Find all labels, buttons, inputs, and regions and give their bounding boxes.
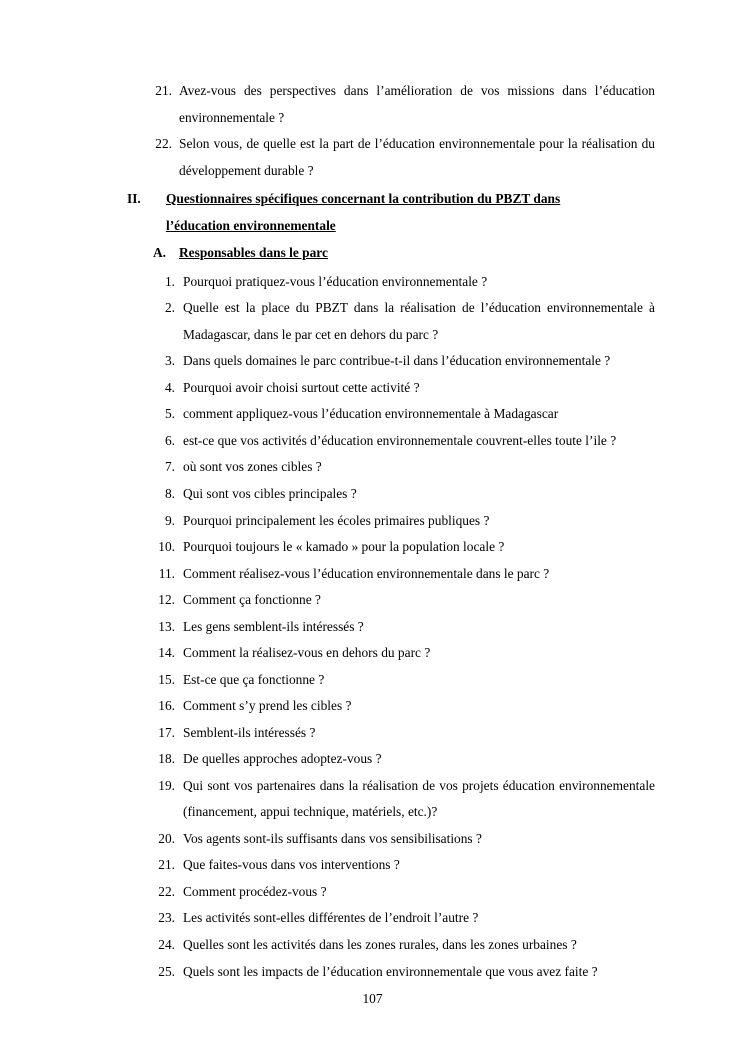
list-item-text: Comment procédez-vous ? <box>183 883 327 899</box>
list-item-number: 9. <box>164 512 175 528</box>
table-row <box>153 454 655 481</box>
list-item-text: Comment ça fonctionne ? <box>183 592 321 608</box>
section-heading <box>127 186 655 239</box>
list-item-number: 3. <box>164 353 175 369</box>
table-row <box>153 879 655 906</box>
list-item-number: 21. <box>155 83 172 98</box>
list-item-number: 8. <box>164 485 175 501</box>
list-item-number: 1. <box>164 273 175 289</box>
table-row <box>153 905 655 932</box>
list-item-number: 22. <box>155 136 172 152</box>
list-item-text: est-ce que vos activités d’éducation environnementale couvrent-elles toute l’ile ? <box>183 432 617 448</box>
section-title-line1: Questionnaires spécifiques concernant la contribution du PBZT dans <box>166 191 561 207</box>
list-item-text: Comment la réalisez-vous en dehors du parc ? <box>183 645 431 661</box>
list-item-text: Comment s’y prend les cibles ? <box>183 698 352 714</box>
list-item-text: De quelles approches adoptez-vous ? <box>183 751 382 767</box>
list-item-text: Selon vous, de quelle est la part de l’éducation environnementale pour la réalisation du développement durable ? <box>179 136 655 178</box>
list-item-text: Pourquoi pratiquez-vous l’éducation environnementale ? <box>183 273 488 289</box>
section-title <box>166 186 655 239</box>
list-item-number: 2. <box>164 300 175 316</box>
table-row <box>153 746 655 773</box>
list-item-number: 24. <box>158 937 175 952</box>
table-row <box>153 295 655 348</box>
list-item-number: 23. <box>158 910 175 926</box>
list-item-text: Qui sont vos partenaires dans la réalisation de vos projets éducation environnementale (financement, appui technique, matériels, etc.)? <box>183 777 655 820</box>
list-item-text: Pourquoi avoir choisi surtout cette activité ? <box>183 379 420 395</box>
table-row <box>153 693 655 720</box>
list-item-number: 7. <box>164 459 175 475</box>
list-item-number: 14. <box>158 645 175 661</box>
table-row <box>153 348 655 375</box>
list-item-text: comment appliquez-vous l’éducation environnementale à Madagascar <box>183 406 559 422</box>
list-item-number: 19. <box>158 777 175 793</box>
list-item-number: 12. <box>158 592 175 608</box>
list-item-text: Comment réalisez-vous l’éducation environnementale dans le parc ? <box>183 565 550 581</box>
list-item-number: 21. <box>158 857 175 873</box>
list-item <box>153 78 655 131</box>
list-item-text: Dans quels domaines le parc contribue-t-il dans l’éducation environnementale ? <box>183 353 611 369</box>
table-row <box>153 375 655 402</box>
subsection-heading <box>153 240 655 267</box>
table-row <box>153 614 655 641</box>
table-row <box>153 826 655 853</box>
list-item-text: Est-ce que ça fonctionne ? <box>183 671 325 687</box>
table-row <box>153 269 655 296</box>
table-row <box>153 508 655 535</box>
list-item-text: Pourquoi principalement les écoles primaires publiques ? <box>183 512 490 528</box>
table-row <box>153 401 655 428</box>
list-item-text: où sont vos zones cibles ? <box>183 459 322 475</box>
list-item-number: 10. <box>158 539 175 555</box>
subsection-title: Responsables dans le parc <box>179 245 328 261</box>
list-item-number: 6. <box>164 432 175 448</box>
table-row <box>153 481 655 508</box>
list-item-number: 16. <box>158 698 175 714</box>
table-row <box>153 640 655 667</box>
list-item-text: Que faites-vous dans vos interventions ? <box>183 857 400 873</box>
list-item-number: 4. <box>164 379 175 395</box>
list-item-text: Qui sont vos cibles principales ? <box>183 485 357 501</box>
table-row <box>153 534 655 561</box>
list-item-number: 22. <box>158 883 175 899</box>
list-item-number: 20. <box>158 830 175 846</box>
section-title-line2: l’éducation environnementale <box>166 217 336 233</box>
list-item-number: 18. <box>158 751 175 767</box>
list-item-text: Quelles sont les activités dans les zones rurales, dans les zones urbaines ? <box>183 937 577 952</box>
page-number: 107 <box>362 991 383 1006</box>
list-item-number: 13. <box>158 618 175 634</box>
top-question-group <box>153 78 655 184</box>
list-item-text: Semblent-ils intéressés ? <box>183 724 316 740</box>
list-item-text: Pourquoi toujours le « kamado » pour la population locale ? <box>183 539 505 555</box>
page-content <box>127 78 655 985</box>
subsection-letter: A. <box>153 245 167 261</box>
table-row <box>153 932 655 959</box>
list-item-number: 17. <box>158 724 175 740</box>
list-item-number: 25. <box>158 963 175 979</box>
list-item-text: Les activités sont-elles différentes de l’endroit l’autre ? <box>183 910 479 926</box>
table-row <box>153 773 655 826</box>
list-item-text: Avez-vous des perspectives dans l’amélioration de vos missions dans l’éducation environnementale ? <box>179 83 655 125</box>
list-item-text: Quels sont les impacts de l’éducation environnementale que vous avez faite ? <box>183 963 598 979</box>
questions-list <box>153 269 655 985</box>
table-row <box>153 852 655 879</box>
table-row <box>153 587 655 614</box>
table-row <box>153 561 655 588</box>
list-item-text: Les gens semblent-ils intéressés ? <box>183 618 364 634</box>
table-row <box>153 428 655 455</box>
list-item <box>153 131 655 184</box>
table-row <box>153 667 655 694</box>
list-item-number: 15. <box>158 671 175 687</box>
list-item-text: Vos agents sont-ils suffisants dans vos sensibilisations ? <box>183 830 482 846</box>
section-numeral: II. <box>127 191 141 207</box>
table-row <box>153 959 655 986</box>
table-row <box>153 720 655 747</box>
list-item-number: 11. <box>158 565 175 581</box>
list-item-text: Quelle est la place du PBZT dans la réalisation de l’éducation environnementale à Madagascar, dans le par cet en dehors du parc ? <box>183 300 655 342</box>
list-item-number: 5. <box>164 406 175 422</box>
